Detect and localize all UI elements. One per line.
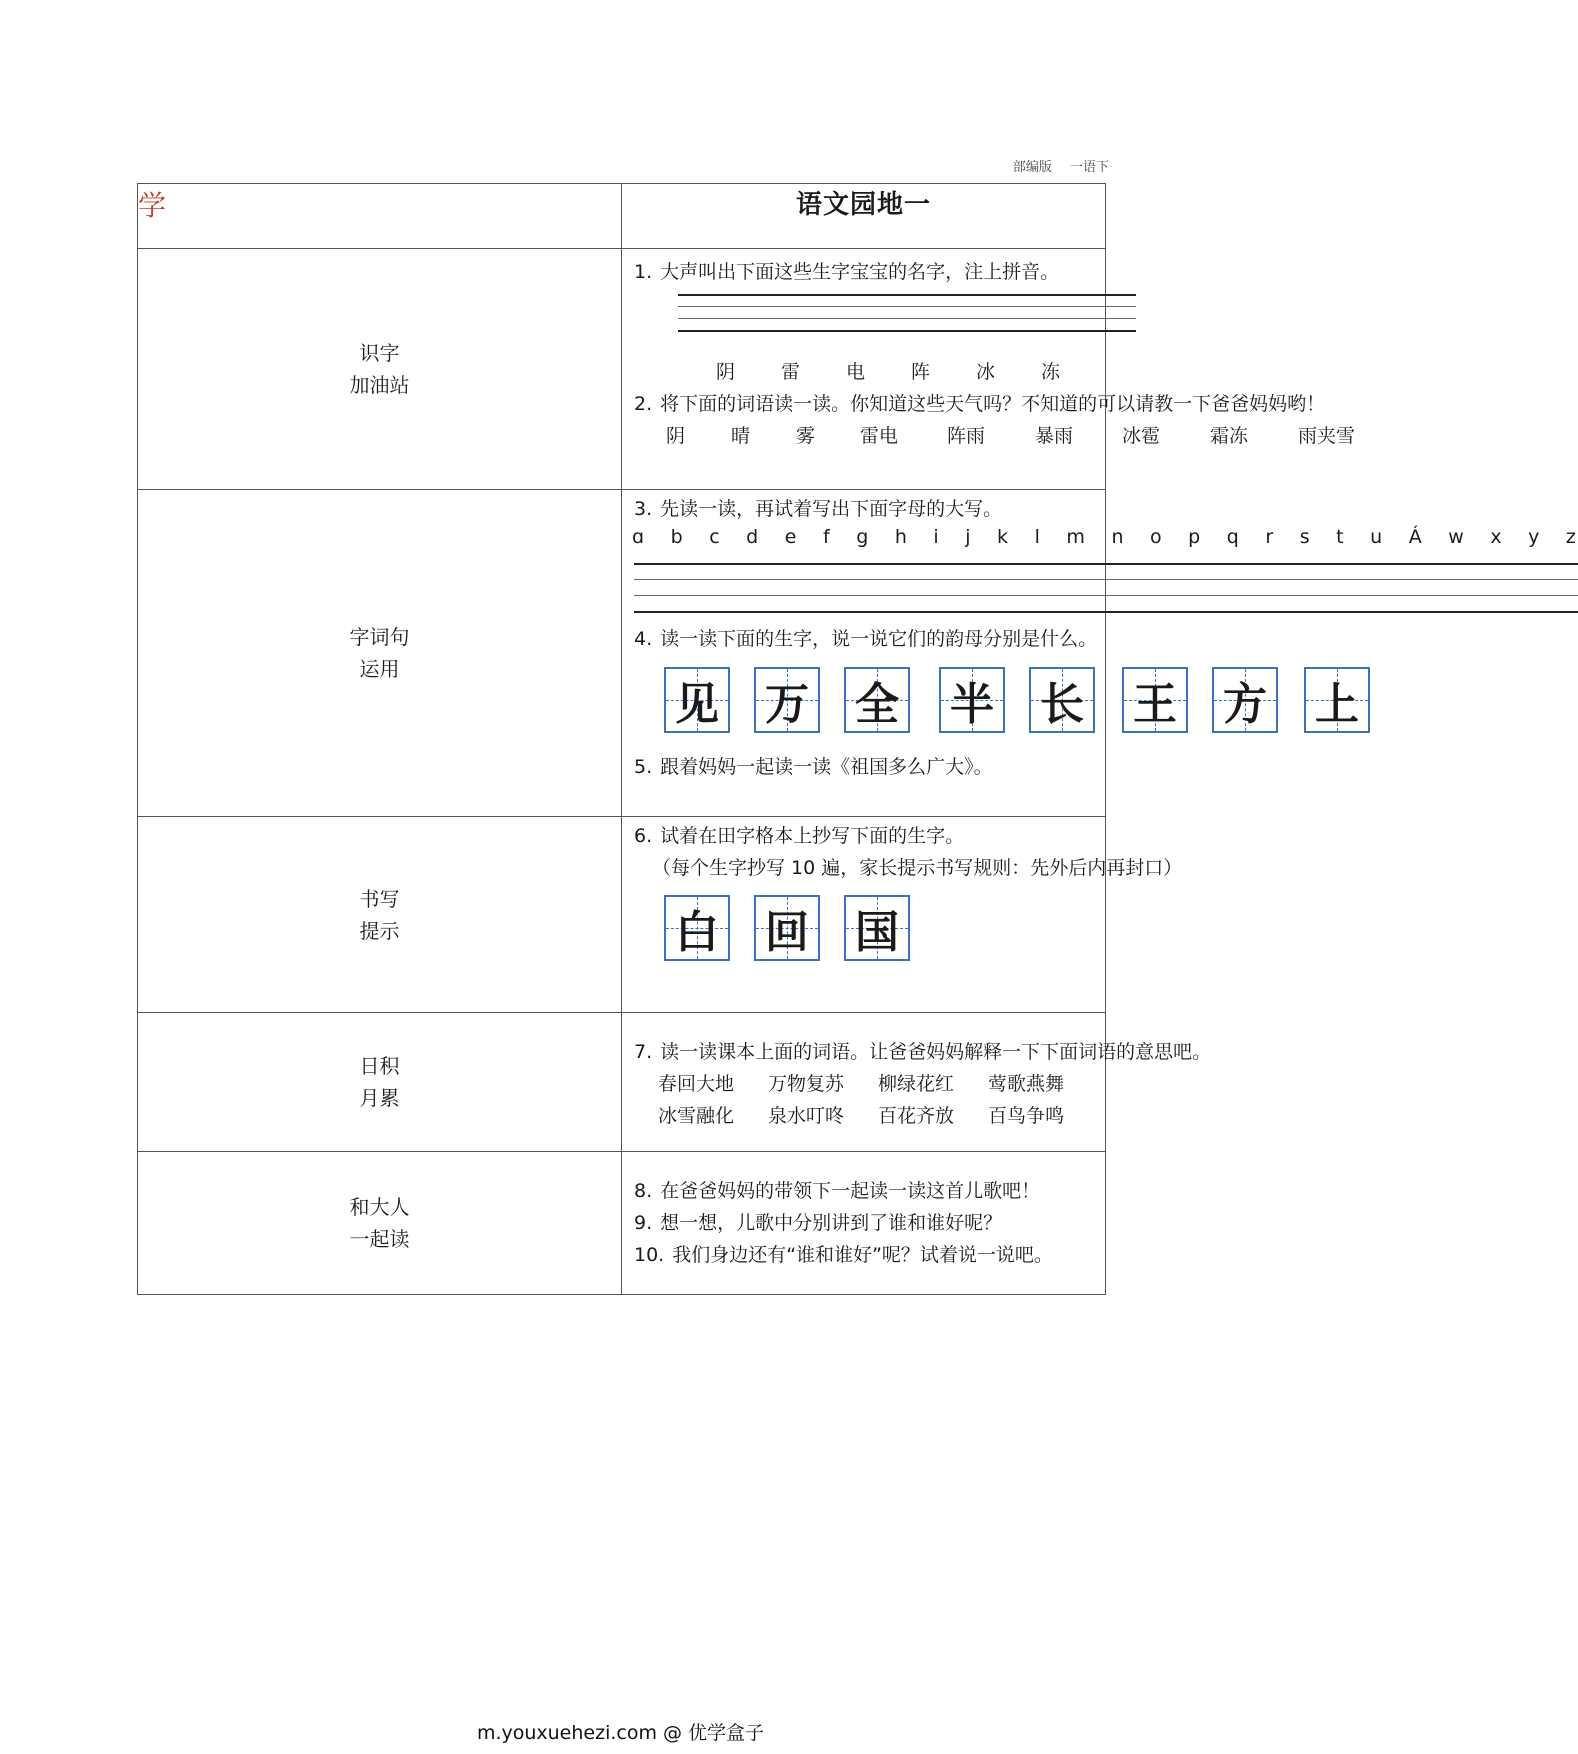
question-4 bbox=[634, 624, 1097, 651]
char-row bbox=[716, 357, 1106, 384]
question-5 bbox=[634, 752, 993, 779]
letter: c bbox=[709, 526, 720, 548]
section-content bbox=[622, 1152, 1106, 1295]
word-item: 阴 bbox=[666, 425, 686, 447]
section-usage bbox=[138, 490, 1106, 817]
question-6 bbox=[634, 821, 964, 848]
letter: e bbox=[784, 526, 797, 548]
question-number: 9. bbox=[634, 1212, 653, 1234]
letter: o bbox=[1150, 526, 1162, 548]
letter: k bbox=[997, 526, 1009, 548]
char-item: 冰 bbox=[976, 361, 996, 383]
word-item: 雷电 bbox=[860, 425, 899, 447]
word-item: 霜冻 bbox=[1210, 425, 1249, 447]
word-item: 晴 bbox=[731, 425, 751, 447]
letter: r bbox=[1265, 526, 1274, 548]
grade-label: 一语下 bbox=[1069, 160, 1109, 175]
letter: q bbox=[1226, 526, 1239, 548]
question-2 bbox=[634, 389, 1325, 416]
idiom: 柳绿花红 bbox=[878, 1073, 955, 1095]
tianzige-box bbox=[754, 667, 820, 733]
idiom: 春回大地 bbox=[658, 1073, 735, 1095]
question-text: 试着在田字格本上抄写下面的生字。 bbox=[660, 825, 965, 847]
alphabet-row bbox=[632, 526, 1576, 548]
letter: l bbox=[1034, 526, 1040, 548]
box-char: 方 bbox=[1223, 679, 1267, 730]
letter: s bbox=[1299, 526, 1310, 548]
idiom: 万物复苏 bbox=[768, 1073, 845, 1095]
question-text: 我们身边还有“谁和谁好”呢？试着说一说吧。 bbox=[672, 1244, 1053, 1266]
letter: w bbox=[1448, 526, 1464, 548]
question-text: 读一读下面的生字，说一说它们的韵母分别是什么。 bbox=[660, 628, 1098, 650]
question-number: 6. bbox=[634, 825, 653, 847]
section-content bbox=[622, 249, 1356, 490]
letter: m bbox=[1066, 526, 1085, 548]
letter: u bbox=[1370, 526, 1383, 548]
question-10 bbox=[634, 1240, 1053, 1267]
section-label bbox=[138, 249, 622, 490]
char-item: 雷 bbox=[781, 361, 801, 383]
question-9 bbox=[634, 1208, 1002, 1235]
idiom-row bbox=[658, 1101, 1064, 1128]
tianzige-box bbox=[1122, 667, 1188, 733]
box-char: 白 bbox=[675, 907, 719, 958]
label-line: 提示 bbox=[359, 918, 400, 943]
idiom: 莺歌燕舞 bbox=[988, 1073, 1065, 1095]
letter: y bbox=[1528, 526, 1540, 548]
question-3 bbox=[634, 494, 1002, 521]
question-number: 2. bbox=[634, 393, 653, 415]
char-item: 阴 bbox=[716, 361, 736, 383]
section-label bbox=[138, 817, 622, 1013]
box-char: 半 bbox=[950, 679, 994, 730]
char-item: 阵 bbox=[911, 361, 931, 383]
box-char: 国 bbox=[855, 907, 899, 958]
letter: d bbox=[746, 526, 759, 548]
section-content bbox=[622, 490, 1576, 817]
edition-tag bbox=[1013, 156, 1109, 175]
section-label bbox=[138, 490, 622, 817]
box-char: 见 bbox=[675, 679, 719, 730]
question-text: 先读一读，再试着写出下面字母的大写。 bbox=[660, 498, 1003, 520]
question-number: 7. bbox=[634, 1041, 653, 1063]
letter: z bbox=[1565, 526, 1576, 548]
letter: b bbox=[670, 526, 683, 548]
tianzige-box bbox=[844, 895, 910, 961]
question-number: 1. bbox=[634, 261, 653, 283]
tianzige-box bbox=[844, 667, 910, 733]
weather-words bbox=[666, 421, 1355, 448]
question-1 bbox=[634, 257, 1059, 284]
question-text: 在爸爸妈妈的带领下一起读一读这首儿歌吧！ bbox=[660, 1180, 1041, 1202]
letter: p bbox=[1188, 526, 1201, 548]
tianzige-row bbox=[664, 895, 910, 961]
question-number: 8. bbox=[634, 1180, 653, 1202]
page-title: 语文园地一 bbox=[622, 184, 1106, 249]
label-line: 运用 bbox=[359, 657, 400, 681]
letter: h bbox=[894, 526, 907, 548]
section-content bbox=[622, 1013, 1212, 1152]
label-line: 识字 bbox=[359, 341, 400, 365]
question-text: 大声叫出下面这些生字宝宝的名字，注上拼音。 bbox=[660, 261, 1060, 283]
box-char: 上 bbox=[1315, 679, 1359, 730]
letter: x bbox=[1490, 526, 1502, 548]
worksheet-table bbox=[137, 183, 1576, 1295]
section-label bbox=[138, 1013, 622, 1152]
label-line: 字词句 bbox=[349, 625, 410, 649]
letter: t bbox=[1336, 526, 1344, 548]
writing-note: （每个生字抄写 10 遍，家长提示书写规则：先外后内再封口） bbox=[652, 857, 1183, 879]
tianzige-box bbox=[939, 667, 1005, 733]
label-line: 一起读 bbox=[349, 1227, 410, 1251]
tianzige-row bbox=[664, 667, 1370, 733]
pinyin-line bbox=[678, 294, 1136, 296]
tianzige-box bbox=[664, 895, 730, 961]
idiom: 冰雪融化 bbox=[658, 1105, 735, 1127]
section-literacy bbox=[138, 249, 1106, 490]
char-item: 冻 bbox=[1041, 361, 1061, 383]
pinyin-line bbox=[678, 318, 1136, 319]
word-item: 阵雨 bbox=[947, 425, 986, 447]
letter: f bbox=[823, 526, 830, 548]
label-line: 和大人 bbox=[349, 1195, 410, 1219]
box-char: 长 bbox=[1040, 679, 1084, 730]
word-item: 暴雨 bbox=[1035, 425, 1074, 447]
study-mark: 学 bbox=[138, 184, 622, 249]
box-char: 回 bbox=[765, 907, 809, 958]
word-item: 雾 bbox=[796, 425, 816, 447]
letter: n bbox=[1111, 526, 1124, 548]
writing-line bbox=[634, 595, 1578, 596]
question-8 bbox=[634, 1176, 1040, 1203]
question-text: 读一读课本上面的词语。让爸爸妈妈解释一下下面词语的意思吧。 bbox=[660, 1041, 1212, 1063]
section-writing bbox=[138, 817, 1106, 1013]
section-read-together bbox=[138, 1152, 1106, 1295]
question-text: 跟着妈妈一起读一读《祖国多么广大》。 bbox=[660, 756, 993, 778]
tianzige-box bbox=[754, 895, 820, 961]
letter: j bbox=[965, 526, 971, 548]
question-text: 将下面的词语读一读。你知道这些天气吗？不知道的可以请教一下爸爸妈妈哟！ bbox=[660, 393, 1326, 415]
tianzige-box bbox=[1029, 667, 1095, 733]
writing-line bbox=[634, 579, 1578, 580]
letter: ɑ bbox=[632, 526, 645, 548]
label-line: 书写 bbox=[359, 886, 400, 911]
label-line: 加油站 bbox=[349, 373, 410, 397]
tianzige-box bbox=[1212, 667, 1278, 733]
word-item: 雨夹雪 bbox=[1298, 425, 1356, 447]
pinyin-line bbox=[678, 330, 1136, 332]
section-content bbox=[622, 817, 1183, 1013]
box-char: 王 bbox=[1133, 679, 1177, 730]
tianzige-box bbox=[664, 667, 730, 733]
label-line: 月累 bbox=[359, 1086, 400, 1110]
letter: i bbox=[933, 526, 939, 548]
label-line: 日积 bbox=[359, 1054, 400, 1078]
section-accumulation bbox=[138, 1013, 1106, 1152]
box-char: 万 bbox=[765, 679, 809, 730]
tianzige-box bbox=[1304, 667, 1370, 733]
letter: g bbox=[856, 526, 869, 548]
title-row bbox=[138, 184, 1106, 249]
writing-line bbox=[634, 563, 1578, 565]
word-item: 冰雹 bbox=[1122, 425, 1161, 447]
question-number: 4. bbox=[634, 628, 653, 650]
question-number: 3. bbox=[634, 498, 653, 520]
writing-line bbox=[634, 611, 1578, 613]
letter: Á bbox=[1408, 526, 1422, 548]
idiom-row bbox=[658, 1069, 1064, 1096]
question-number: 10. bbox=[634, 1244, 665, 1266]
idiom: 百鸟争鸣 bbox=[988, 1105, 1065, 1127]
question-7 bbox=[634, 1037, 1211, 1064]
idiom: 百花齐放 bbox=[878, 1105, 955, 1127]
edition-label: 部编版 bbox=[1012, 160, 1052, 175]
question-number: 5. bbox=[634, 756, 653, 778]
idiom: 泉水叮咚 bbox=[768, 1105, 845, 1127]
section-label bbox=[138, 1152, 622, 1295]
pinyin-line bbox=[678, 306, 1136, 307]
question-text: 想一想，儿歌中分别讲到了谁和谁好呢？ bbox=[660, 1212, 1003, 1234]
char-item: 电 bbox=[846, 361, 866, 383]
box-char: 全 bbox=[855, 679, 899, 730]
footer-watermark: m.youxuehezi.com @ 优学盒子 bbox=[476, 1722, 765, 1744]
